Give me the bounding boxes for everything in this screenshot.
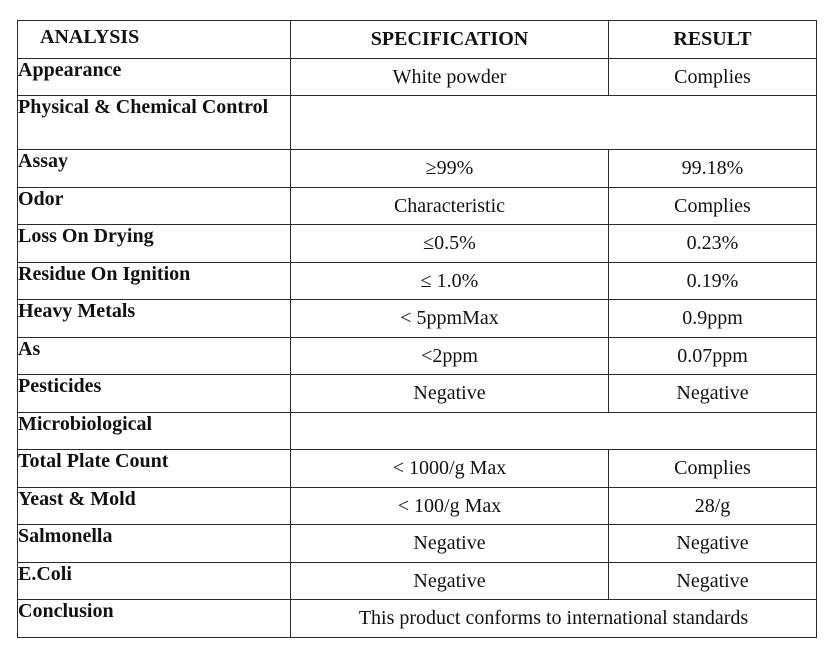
row-label-odor: Odor [18,187,291,225]
row-result-odor: Complies [609,187,817,225]
row-label-appearance: Appearance [18,58,291,96]
analysis-table [17,20,817,638]
conclusion-text: This product conforms to international standards [291,600,817,638]
row-spec-odor: Characteristic [291,187,609,225]
row-label-pesticides: Pesticides [18,375,291,413]
table-row [18,525,817,563]
row-label-e-coli: E.Coli [18,562,291,600]
conclusion-row [18,600,817,638]
section-physical-chemical: Physical & Chemical Control [18,96,291,150]
row-result-salmonella: Negative [609,525,817,563]
row-spec-total-plate-count: < 1000/g Max [291,450,609,488]
section-blank [291,96,817,150]
row-label-salmonella: Salmonella [18,525,291,563]
row-result-total-plate-count: Complies [609,450,817,488]
row-spec-assay: ≥99% [291,150,609,188]
header-specification: SPECIFICATION [291,21,609,59]
table-row [18,300,817,338]
row-spec-yeast-mold: < 100/g Max [291,487,609,525]
row-label-total-plate-count: Total Plate Count [18,450,291,488]
row-label-as: As [18,337,291,375]
table-row [18,58,817,96]
table-row [18,487,817,525]
row-label-yeast-mold: Yeast & Mold [18,487,291,525]
section-blank [291,412,817,450]
row-label-assay: Assay [18,150,291,188]
row-result-e-coli: Negative [609,562,817,600]
table-row [18,262,817,300]
table-row [18,562,817,600]
section-row [18,412,817,450]
table-row [18,187,817,225]
row-spec-loss-on-drying: ≤0.5% [291,225,609,263]
row-result-pesticides: Negative [609,375,817,413]
row-spec-as: <2ppm [291,337,609,375]
row-result-loss-on-drying: 0.23% [609,225,817,263]
row-spec-residue-on-ignition: ≤ 1.0% [291,262,609,300]
table-row [18,150,817,188]
row-spec-e-coli: Negative [291,562,609,600]
section-row [18,96,817,150]
header-result: RESULT [609,21,817,59]
row-spec-pesticides: Negative [291,375,609,413]
analysis-certificate [17,20,816,638]
row-spec-appearance: White powder [291,58,609,96]
row-result-assay: 99.18% [609,150,817,188]
row-result-yeast-mold: 28/g [609,487,817,525]
row-spec-heavy-metals: < 5ppmMax [291,300,609,338]
table-row [18,337,817,375]
row-label-loss-on-drying: Loss On Drying [18,225,291,263]
table-row [18,450,817,488]
row-result-heavy-metals: 0.9ppm [609,300,817,338]
row-spec-salmonella: Negative [291,525,609,563]
conclusion-label: Conclusion [18,600,291,638]
row-label-residue-on-ignition: Residue On Ignition [18,262,291,300]
row-label-heavy-metals: Heavy Metals [18,300,291,338]
table-row [18,225,817,263]
row-result-as: 0.07ppm [609,337,817,375]
row-result-residue-on-ignition: 0.19% [609,262,817,300]
header-row [18,21,817,59]
header-analysis: ANALYSIS [18,21,291,59]
table-row [18,375,817,413]
row-result-appearance: Complies [609,58,817,96]
section-microbiological: Microbiological [18,412,291,450]
